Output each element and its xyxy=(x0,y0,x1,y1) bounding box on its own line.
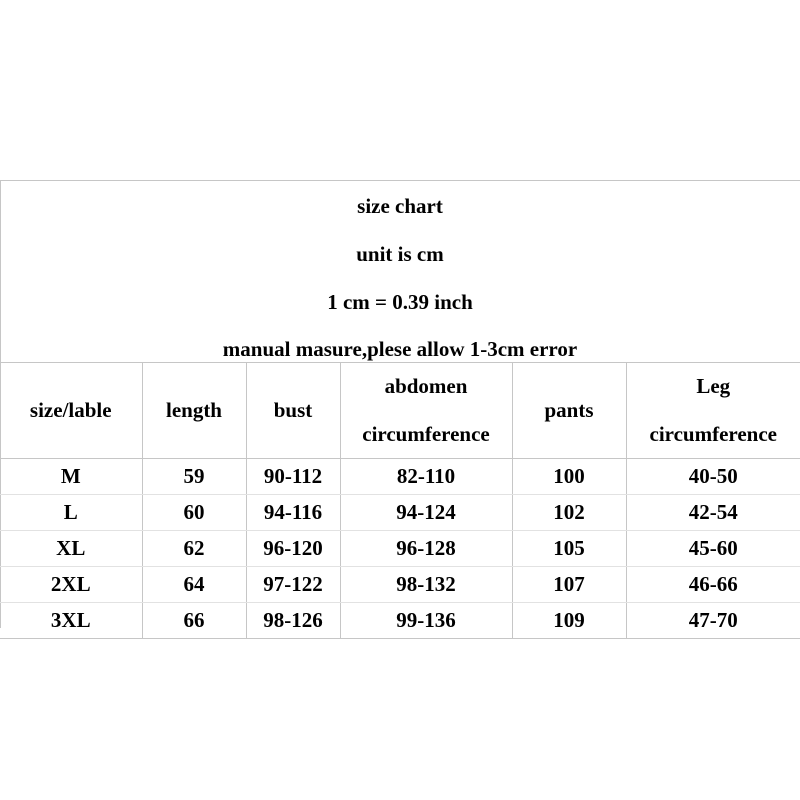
cell-abdomen: 82-110 xyxy=(340,459,512,495)
cell-size: 3XL xyxy=(0,603,142,639)
cell-leg: 47-70 xyxy=(626,603,800,639)
measurement-error-note: manual masure,plese allow 1-3cm error xyxy=(222,337,578,361)
chart-title: size chart xyxy=(357,194,443,218)
cell-length: 62 xyxy=(142,531,246,567)
cell-pants: 107 xyxy=(512,567,626,603)
column-header-label: length xyxy=(165,398,222,422)
size-table xyxy=(0,362,800,639)
cell-abdomen: 99-136 xyxy=(340,603,512,639)
table-row xyxy=(0,567,800,603)
cell-abdomen: 96-128 xyxy=(340,531,512,567)
cell-size: M xyxy=(0,459,142,495)
table-row xyxy=(0,459,800,495)
cell-bust: 96-120 xyxy=(246,531,340,567)
cell-size: L xyxy=(0,495,142,531)
column-header-length xyxy=(142,362,246,459)
cell-size: 2XL xyxy=(0,567,142,603)
cell-length: 66 xyxy=(142,603,246,639)
column-header-label: abdomen xyxy=(384,374,468,398)
column-header-label: size/lable xyxy=(29,398,112,422)
cell-abdomen: 94-124 xyxy=(340,495,512,531)
column-header-label: bust xyxy=(273,398,313,422)
column-header-size xyxy=(0,362,142,459)
cell-bust: 90-112 xyxy=(246,459,340,495)
cell-abdomen: 98-132 xyxy=(340,567,512,603)
cell-pants: 109 xyxy=(512,603,626,639)
column-header-pants xyxy=(512,362,626,459)
column-header-label: pants xyxy=(544,398,594,422)
cell-leg: 42-54 xyxy=(626,495,800,531)
cell-leg: 40-50 xyxy=(626,459,800,495)
cell-pants: 105 xyxy=(512,531,626,567)
cell-length: 60 xyxy=(142,495,246,531)
column-header-label-line2: circumference xyxy=(649,422,777,446)
table-row xyxy=(0,495,800,531)
column-header-abdomen xyxy=(340,362,512,459)
cell-bust: 94-116 xyxy=(246,495,340,531)
cell-bust: 97-122 xyxy=(246,567,340,603)
cell-length: 64 xyxy=(142,567,246,603)
conversion-note: 1 cm = 0.39 inch xyxy=(327,290,473,314)
column-header-label-line2: circumference xyxy=(362,422,490,446)
cell-leg: 46-66 xyxy=(626,567,800,603)
cell-pants: 102 xyxy=(512,495,626,531)
size-chart-header xyxy=(0,180,800,363)
column-header-leg xyxy=(626,362,800,459)
table-header-row xyxy=(0,362,800,459)
table-row xyxy=(0,531,800,567)
column-header-label: Leg xyxy=(696,374,731,398)
unit-note: unit is cm xyxy=(356,242,444,266)
cell-pants: 100 xyxy=(512,459,626,495)
column-header-bust xyxy=(246,362,340,459)
table-row xyxy=(0,603,800,639)
cell-length: 59 xyxy=(142,459,246,495)
cell-leg: 45-60 xyxy=(626,531,800,567)
cell-bust: 98-126 xyxy=(246,603,340,639)
cell-size: XL xyxy=(0,531,142,567)
